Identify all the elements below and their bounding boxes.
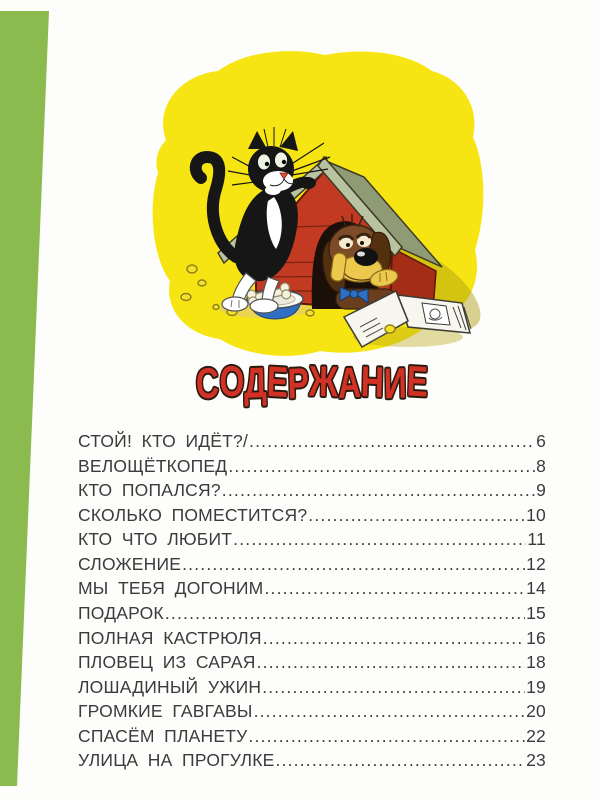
toc-entry <box>78 675 546 700</box>
dot-leader <box>182 552 525 577</box>
toc-entry-page: 19 <box>526 676 546 697</box>
toc-entry <box>78 576 546 601</box>
cat-foot-right <box>250 299 278 313</box>
toc-entry-page: 10 <box>526 504 546 525</box>
toc-entry-page: 9 <box>536 480 546 501</box>
toc-entry-title: ГРОМКИЕ ГАВГАВЫ <box>78 701 253 722</box>
illustration <box>140 45 490 360</box>
toc-entry-title: ВЕЛОЩЁТКОПЕД <box>78 455 228 476</box>
title-letter: С <box>195 359 220 409</box>
dot-leader <box>233 527 526 552</box>
toc-entry-page: 12 <box>526 553 546 574</box>
title-letter: Е <box>405 357 429 407</box>
toc-entry <box>78 601 546 626</box>
toc-entry-title: УЛИЦА НА ПРОГУЛКЕ <box>78 750 275 771</box>
toc-entry-page: 6 <box>536 431 546 451</box>
toc-entry <box>78 699 546 724</box>
toc-entry-page: 20 <box>526 701 546 722</box>
toc-entry-title: СПАСЁМ ПЛАНЕТУ <box>78 725 248 746</box>
title-letter: Р <box>287 359 310 409</box>
toc-entry-title: ПЛОВЕЦ ИЗ САРАЯ <box>78 652 256 673</box>
page-title <box>99 357 525 409</box>
book-doodle-frame <box>422 303 450 325</box>
dot-leader <box>263 626 525 651</box>
toc-entry <box>78 478 546 503</box>
dot-leader <box>308 503 525 528</box>
toc-entry-title: КТО ЧТО ЛЮБИТ <box>78 529 233 550</box>
dot-leader <box>228 454 535 479</box>
toc-entry-page: 18 <box>526 652 546 673</box>
dot-leader <box>254 699 526 724</box>
toc-entry-title: КТО ПОПАЛСЯ? <box>78 480 221 501</box>
toc-entry <box>78 527 546 552</box>
title-letter: Ж <box>308 357 339 407</box>
cat-eye-right <box>275 152 288 168</box>
cat-foot-left <box>222 297 248 311</box>
toc-entry <box>78 626 546 651</box>
toc-entry <box>78 454 546 479</box>
dog-nose <box>354 248 378 266</box>
toc-entry-page: 16 <box>526 627 546 648</box>
book-edge-strip <box>0 0 60 800</box>
title-letter: А <box>337 358 362 409</box>
cat-eye-left <box>258 154 271 170</box>
toc-entry-page: 11 <box>527 529 546 550</box>
title-letter: Д <box>243 359 268 408</box>
page-title-text <box>196 359 428 407</box>
doghouse-scene <box>140 45 490 360</box>
title-letter: И <box>383 359 408 409</box>
title-letter: О <box>218 357 245 407</box>
toc-entry <box>78 503 546 528</box>
toc-entry <box>78 748 546 773</box>
dot-leader <box>249 429 535 454</box>
toc-entry-title: ЛОШАДИНЫЙ УЖИН <box>78 676 262 697</box>
dot-leader <box>257 650 526 675</box>
toc-entry-title: СКОЛЬКО ПОМЕСТИТСЯ? <box>78 504 308 525</box>
toc-entry-page: 15 <box>526 602 546 623</box>
toc-entry-title: СТОЙ! КТО ИДЁТ?/ <box>78 431 249 451</box>
toc-entry-title: ПОДАРОК <box>78 602 164 623</box>
dot-leader <box>248 724 525 749</box>
toc-entry-page: 22 <box>526 725 546 746</box>
toc-list <box>78 429 546 773</box>
toc-entry <box>78 650 546 675</box>
toc-entry <box>78 552 546 577</box>
dot-leader <box>262 675 525 700</box>
toc-entry-title: ПОЛНАЯ КАСТРЮЛЯ <box>78 627 262 648</box>
title-letter: Н <box>360 357 385 408</box>
toc-entry-page: 23 <box>526 750 546 771</box>
title-letter: Е <box>265 357 289 408</box>
dot-leader <box>264 576 525 601</box>
dot-leader <box>276 748 526 773</box>
toc-entry <box>78 724 546 749</box>
dot-leader <box>222 478 535 503</box>
toc-entry-page: 8 <box>536 455 546 476</box>
toc-entry-page: 14 <box>526 578 546 599</box>
toc-entry <box>78 429 546 454</box>
toc-entry-title: СЛОЖЕНИЕ <box>78 553 182 574</box>
dot-leader <box>165 601 525 626</box>
toc-entry-title: МЫ ТЕБЯ ДОГОНИМ <box>78 578 264 599</box>
